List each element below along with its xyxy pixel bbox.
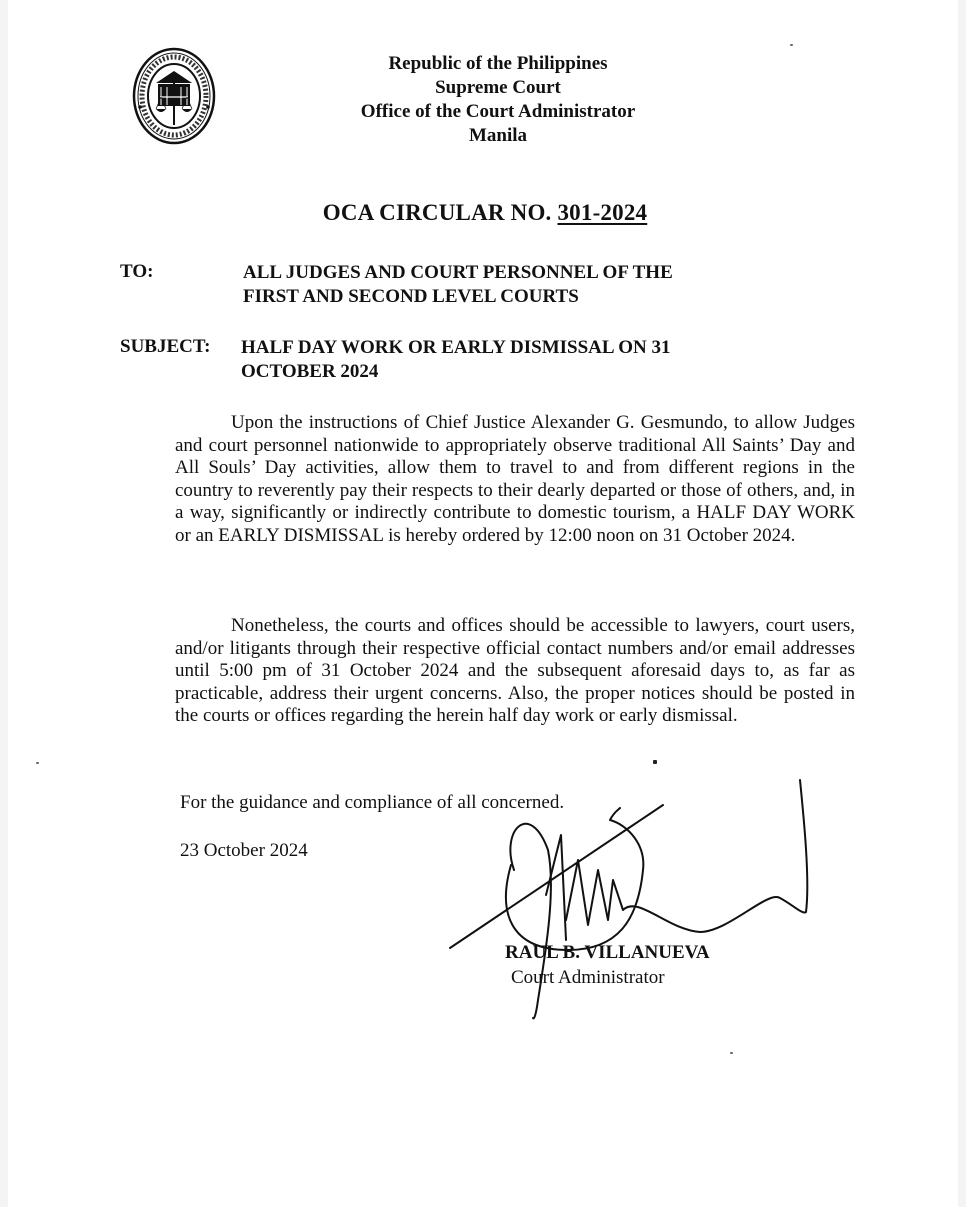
- letterhead: [308, 52, 688, 148]
- scan-speck: [730, 1052, 733, 1054]
- subject-line: HALF DAY WORK OR EARLY DISMISSAL ON 31: [241, 337, 671, 358]
- closing-line: For the guidance and compliance of all concerned.: [180, 792, 565, 813]
- document-page: [8, 0, 958, 1207]
- circular-title-prefix: OCA CIRCULAR NO.: [322, 200, 552, 225]
- body-paragraph-1: [175, 412, 855, 548]
- subject-text: [241, 336, 801, 384]
- subject-label: SUBJECT:: [120, 336, 211, 357]
- signatory-name: RAUL B. VILLANUEVA: [505, 942, 710, 963]
- paragraph-1-text: Upon the instructions of Chief Justice Alexander G. Gesmundo, to allow Judges and court personnel nationwide to appropriately observe traditional All Saints’ Day and All Souls’ Day activities, allow them to travel to and from different regions in the country to reverently pay their respects to their dearly departed or those of others, and, in a way, significantly or indirectly contribute to domestic tourism, a HALF DAY WORK or an EARLY DISMISSAL is hereby ordered by 12:00 noon on 31 October 2024.: [175, 412, 855, 546]
- to-recipients: [243, 261, 803, 309]
- oca-seal-icon: [132, 47, 216, 145]
- scan-speck: [36, 762, 39, 764]
- to-line: ALL JUDGES AND COURT PERSONNEL OF THE: [243, 262, 673, 283]
- letterhead-city: Manila: [468, 125, 528, 146]
- scan-speck: [653, 760, 657, 764]
- circular-number: 301-2024: [557, 200, 648, 225]
- to-line: FIRST AND SECOND LEVEL COURTS: [243, 286, 579, 307]
- body-paragraph-2: [175, 615, 855, 728]
- scan-speck: [790, 44, 793, 46]
- to-label: TO:: [120, 261, 154, 282]
- letterhead-country: Republic of the Philippines: [388, 53, 608, 74]
- subject-line: OCTOBER 2024: [241, 361, 379, 382]
- signatory-title: Court Administrator: [511, 967, 665, 988]
- paragraph-2-text: Nonetheless, the courts and offices should be accessible to lawyers, court users, and/or litigants through their respective official contact numbers and/or email addresses until 5:00 pm of 31 October 2024 and the subsequent aforesaid days to, as far as practicable, address their urgent concerns. Also, the proper notices should be posted in the courts or offices regarding the herein half day work or early dismissal.: [175, 615, 855, 727]
- document-date: 23 October 2024: [180, 840, 308, 861]
- circular-title: [8, 200, 960, 226]
- letterhead-court: Supreme Court: [435, 77, 561, 98]
- letterhead-office: Office of the Court Administrator: [360, 101, 636, 122]
